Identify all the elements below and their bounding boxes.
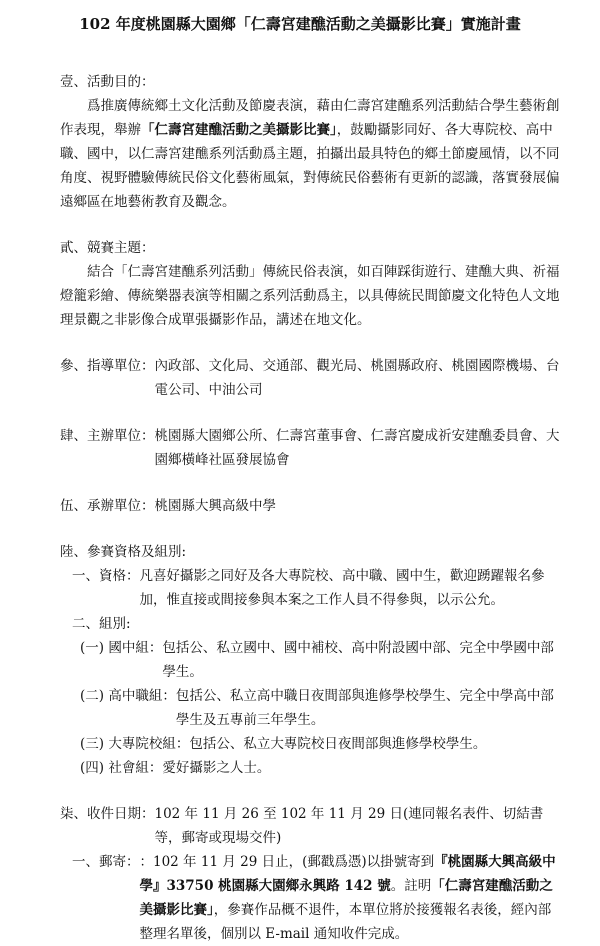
item-text: 凡喜好攝影之同好及各大專院校、高中職、國中生，歡迎踴躍報名參加，惟直接或間接參與本案之工作人員不得參與，以示公允。 — [139, 568, 545, 608]
submission-date — [60, 802, 560, 850]
section-body: 內政部、文化局、交通部、觀光局、桃園縣政府、桃園國際機場、台電公司、中油公司 — [154, 358, 560, 398]
group-label: (一) 國中組： — [80, 640, 163, 656]
item-label: 一、資格： — [72, 568, 140, 584]
groups-heading: 二、組別: — [72, 616, 131, 632]
address-bold: 『桃園縣大興高級中學』33750 桃園縣大園鄉永興路 142 號 — [139, 854, 556, 894]
section-label: 肆、主辦單位： — [60, 428, 155, 444]
section-body: 結合「仁壽宮建醮系列活動」傳統民俗表演，如百陣踩街遊行、建醮大典、祈福燈籠彩繪、傳統樂器表演等相關之系列活動爲主，以具傳統民間節慶文化特色人文地理景觀之非影像合成單張攝影作品，講述在地文化。 — [60, 264, 560, 328]
event-name-bold: 「仁壽宮建醮活動之美攝影比賽」 — [139, 878, 553, 918]
text-run: 爲推廣傳統鄉土文化活動及節慶表演，藉由仁壽宮建醮系列活動結合學生藝術創作表現，舉辦 — [60, 98, 560, 138]
section-label: 伍、承辦單位： — [60, 498, 155, 514]
section-body: 桃園縣大園鄉公所、仁壽宮董事會、仁壽宮慶成祈安建醮委員會、大園鄉橫峰社區發展協會 — [154, 428, 560, 468]
section-body: 桃園縣大興高級中學 — [154, 498, 276, 514]
section-label: 參、指導單位： — [60, 358, 155, 374]
section-eligibility — [60, 540, 560, 780]
group-text: 包括公、私立高中職日夜間部與進修學校學生、完全中學高中部學生及五專前三年學生。 — [175, 688, 554, 728]
section-body — [60, 94, 560, 214]
document-title: 102 年度桃園縣大園鄉「仁壽宮建醮活動之美攝影比賽」實施計畫 — [79, 15, 521, 33]
group-item — [80, 732, 560, 756]
section-heading: 貳、競賽主題： — [60, 240, 155, 256]
mail-item — [72, 850, 560, 946]
group-item — [80, 636, 560, 684]
section-body: 102 年 11 月 26 至 102 年 11 月 29 日(連同報名表件、切結書等，郵寄或現場交件) — [154, 806, 544, 846]
group-label: (三) 大專院校組： — [80, 736, 190, 752]
group-text: 包括公、私立大專院校日夜間部與進修學校學生。 — [189, 736, 487, 752]
section-guidance — [60, 354, 560, 402]
text-run: ，參賽作品概不退件，本單位將於接獲報名表後，經內部整理名單後，個別以 E-mail 通知收件完成。 — [139, 902, 552, 942]
group-label: (二) 高中職組： — [80, 688, 176, 704]
text-run: ：102 年 11 月 29 日止，(郵戳爲憑)以掛號寄到 — [139, 854, 435, 870]
item-text — [140, 850, 561, 946]
group-item — [80, 684, 560, 732]
section-host — [60, 494, 560, 518]
section-heading: 陸、參賽資格及組別: — [60, 544, 187, 560]
group-item — [80, 756, 560, 780]
group-text: 包括公、私立國中、國中補校、高中附設國中部、完全中學國中部學生。 — [162, 640, 554, 680]
section-organizers — [60, 424, 560, 472]
section-label: 柒、收件日期： — [60, 806, 155, 822]
section-purpose — [60, 70, 560, 214]
section-heading: 壹、活動目的： — [60, 74, 155, 90]
section-theme — [60, 236, 560, 332]
text-run: 。註明 — [390, 878, 432, 894]
event-name-bold: 「仁壽宮建醮活動之美攝影比賽」 — [141, 122, 337, 138]
section-submission — [60, 802, 560, 946]
item-label: 一、郵寄： — [72, 854, 140, 870]
group-text: 愛好攝影之人士。 — [162, 760, 271, 776]
group-label: (四) 社會組： — [80, 760, 163, 776]
qualification-item — [72, 564, 560, 612]
text-run: ，鼓勵攝影同好、各大專院校、高中職、國中，以仁壽宮建醮系列活動爲主題，拍攝出最具特色的鄉土節慶風情，以不同角度、視野體驗傳統民俗文化藝術風氣，對傳統民俗藝術有更新的認識，落實發展偏遠鄉區在地藝術教育及觀念。 — [60, 122, 560, 210]
